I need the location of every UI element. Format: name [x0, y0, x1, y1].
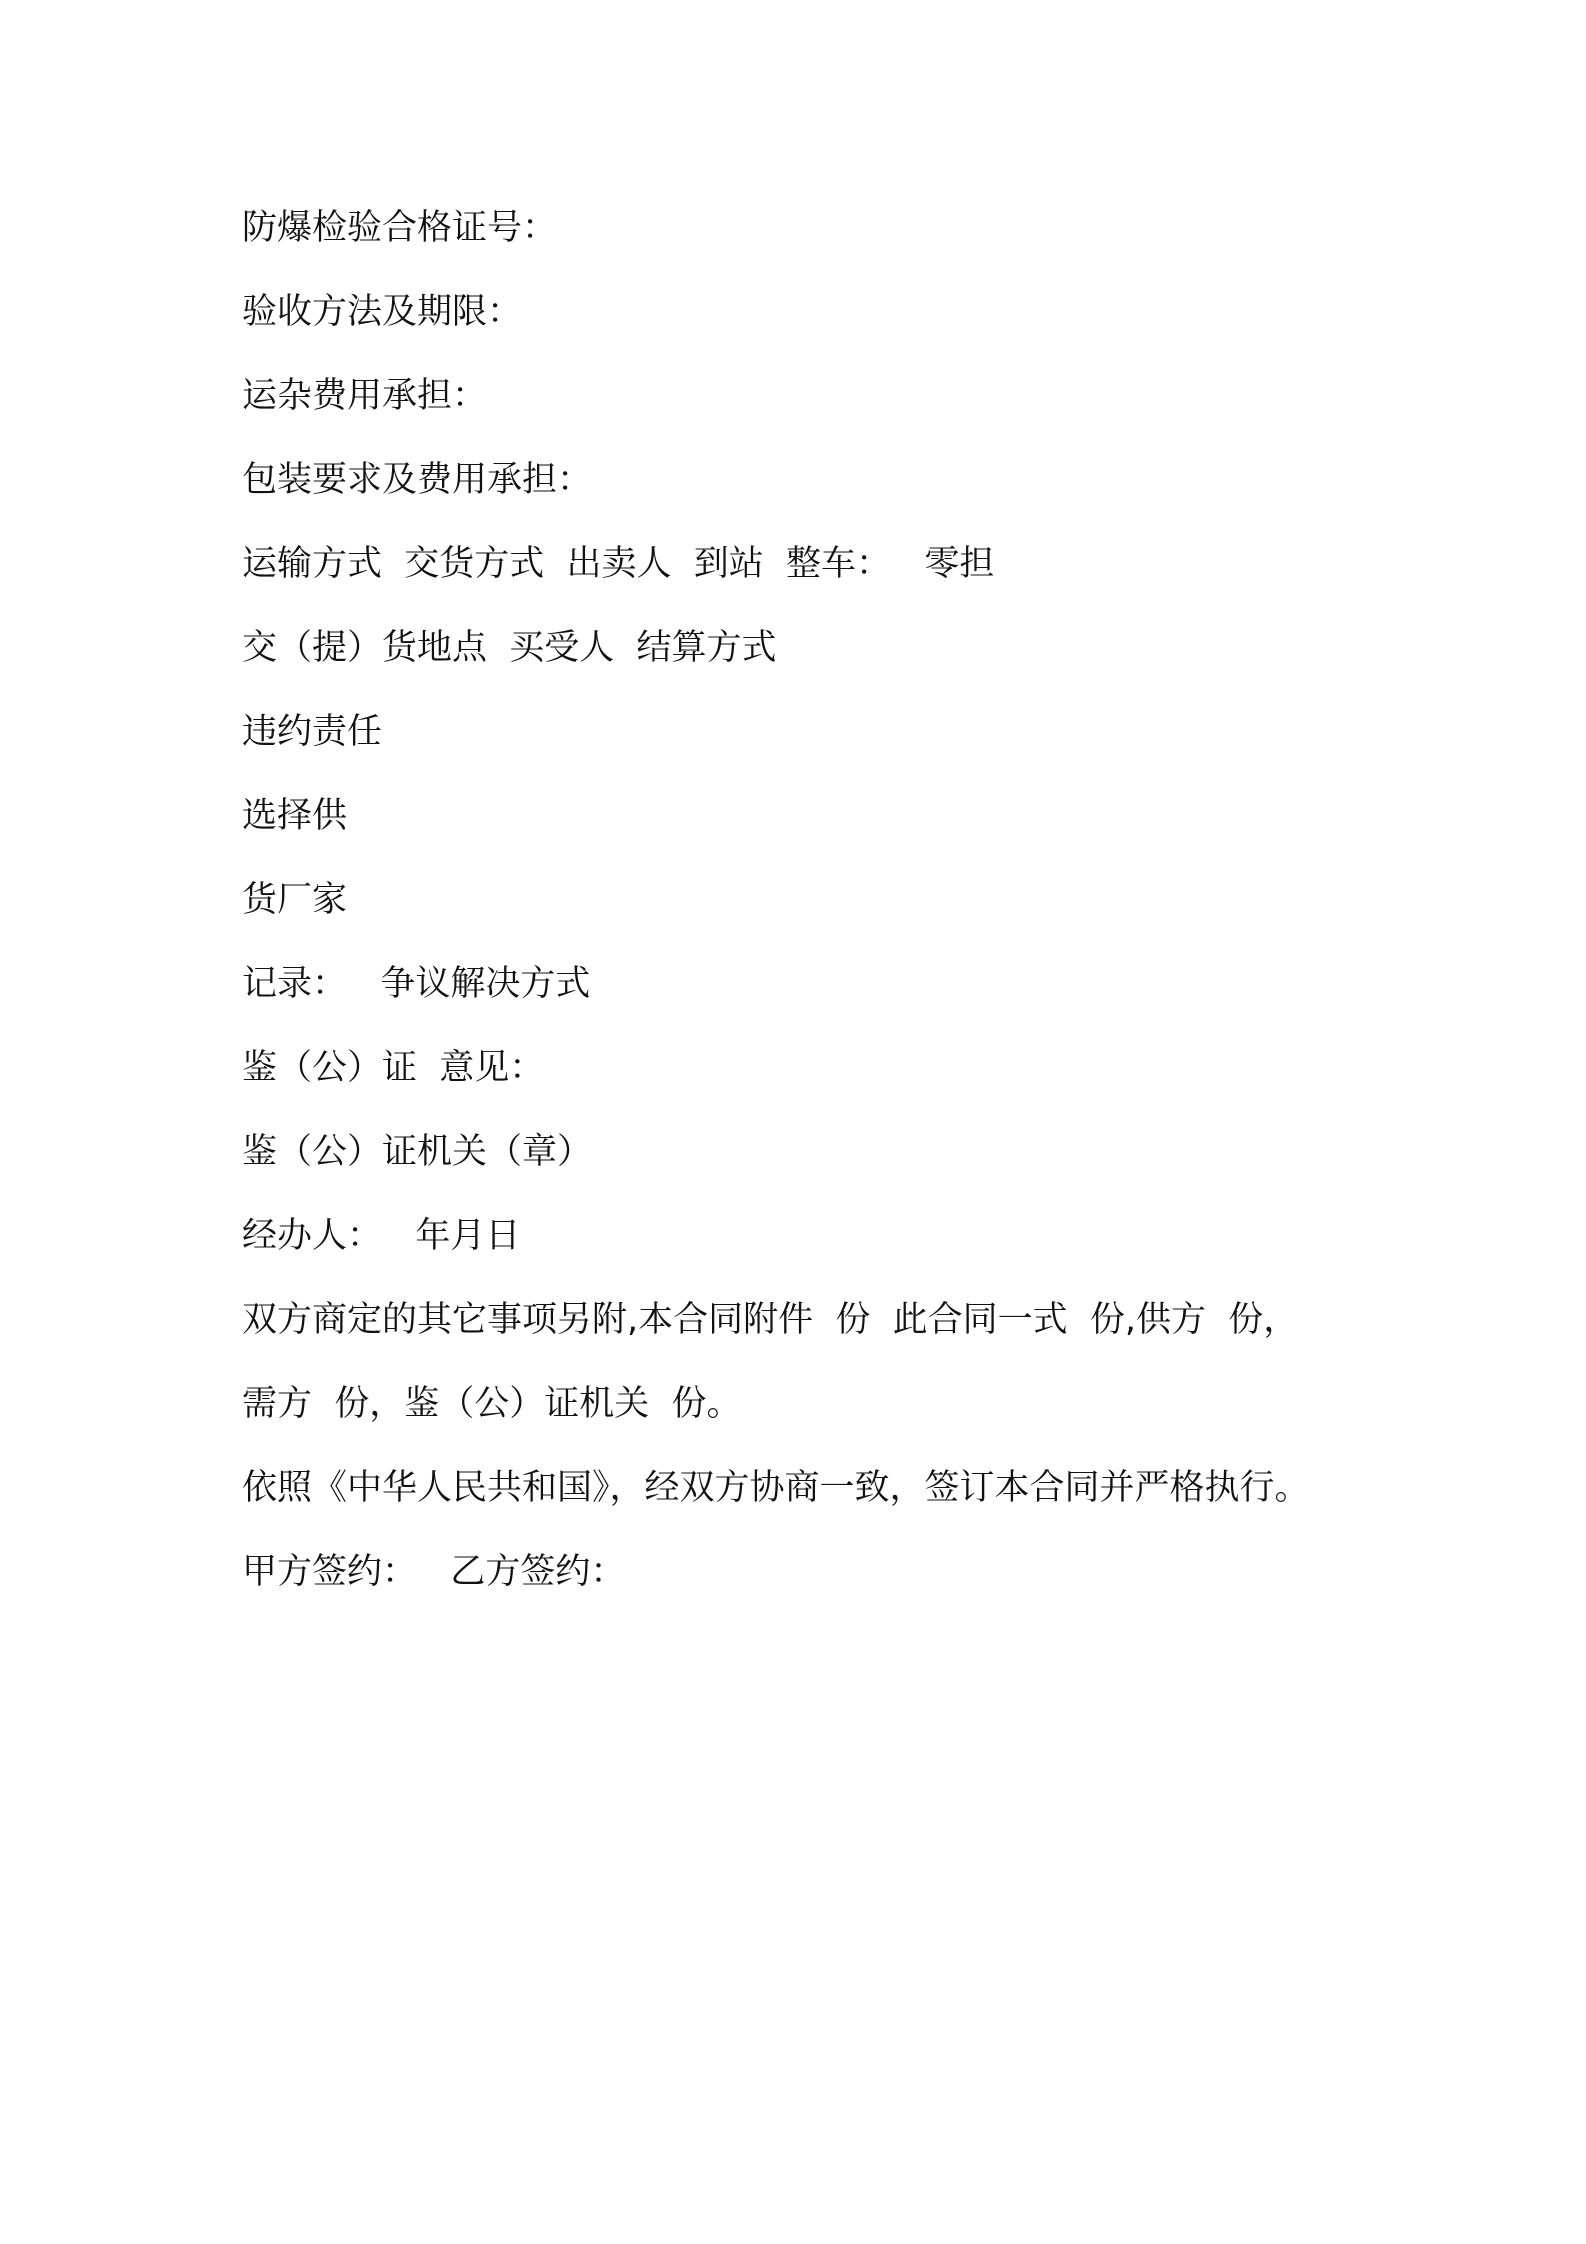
- line-handler-date: 经办人： 年月日: [242, 1216, 521, 1256]
- line-acceptance-method: 验收方法及期限：: [242, 292, 523, 332]
- line-copies: 需方 份，鉴（公）证机关 份。: [242, 1384, 742, 1424]
- line-transport-delivery: 运输方式 交货方式 出卖人 到站 整车： 零担: [242, 544, 995, 584]
- line-explosion-proof-cert-no: 防爆检验合格证号：: [242, 208, 558, 248]
- line-shipping-cost: 运杂费用承担：: [242, 376, 488, 416]
- line-delivery-location: 交（提）货地点 买受人 结算方式: [242, 628, 777, 668]
- document-body: [242, 186, 1542, 1614]
- line-breach-liability: 违约责任: [242, 712, 383, 752]
- line-record-dispute: 记录： 争议解决方式: [242, 964, 591, 1004]
- line-notary-opinion: 鉴（公）证 意见：: [242, 1048, 545, 1088]
- line-supplier-factory: 货厂家: [242, 880, 348, 920]
- line-other-matters: 双方商定的其它事项另附,本合同附件 份 此合同一式 份,供方 份，: [242, 1300, 1299, 1340]
- line-packaging: 包装要求及费用承担：: [242, 460, 593, 500]
- line-notary-seal: 鉴（公）证机关（章）: [242, 1132, 593, 1172]
- line-agreement: 依照《中华人民共和国》，经双方协商一致，签订本合同并严格执行。: [242, 1468, 1310, 1508]
- line-signatures: 甲方签约： 乙方签约：: [242, 1552, 626, 1592]
- line-select-supplier: 选择供: [242, 796, 348, 836]
